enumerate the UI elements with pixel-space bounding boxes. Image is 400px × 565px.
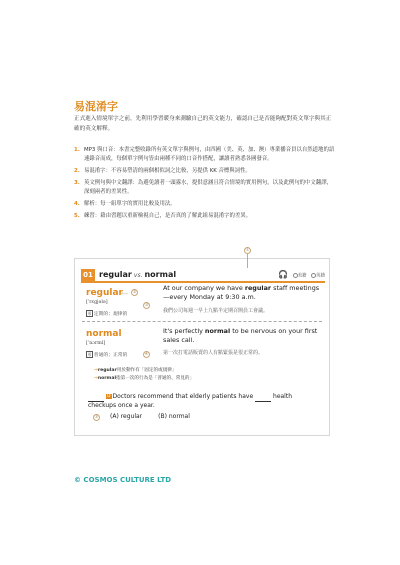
list-item: [74, 212, 336, 221]
word-a: regular: [99, 270, 132, 279]
intro-paragraph: 正式進入情境單字之前，先利用學習暖身來測驗自己的英文能力，確認自己是否能夠配對英文單字與其正確的英文解釋。: [74, 116, 332, 132]
entry-gloss: [86, 310, 127, 317]
publisher-footer: © COSMOS CULTURE LTD: [74, 476, 172, 484]
audio-label-b: 英籍: [316, 273, 325, 279]
entry-word: normal: [86, 329, 122, 339]
usage-note: ⇒regular用於動作有「固定的或規律」: [94, 368, 177, 373]
list-text: 解析：每一組單字的實用比較及用法。: [84, 200, 176, 207]
arrow-icon: ⇒: [94, 376, 98, 381]
list-text: 練習：藉由習題以重新檢視自己，是否真的了解此組易混淆字的差異。: [84, 212, 252, 219]
callout-marker-4: ④: [144, 352, 149, 357]
option-a[interactable]: (A) regular: [110, 413, 143, 420]
example-translation: 我們公司每週一早上九點半定期召開員工會議。: [163, 308, 269, 314]
usage-note: ⇒normal指第一次的行為是「普通的、常見的」: [94, 376, 195, 381]
gloss-text: 定期的；規律的: [93, 312, 128, 317]
headphones-icon: 🎧: [278, 270, 289, 279]
callout-marker-3: ③: [144, 303, 149, 308]
list-number: 2.: [74, 167, 80, 174]
vs-label: vs.: [133, 272, 143, 279]
list-text: MP3 與口音：本書完整收錄所有英文單字與例句，由四國（美、英、加、澳）專業播音員以自然道地的語速錄音而成，每個單字例句皆由兩種不同的口音作搭配，讓讀者熟悉各國發音。: [84, 147, 335, 162]
section-title: 易混淆字: [74, 100, 118, 113]
entry-phonetic: [ˈrɛgjələ]: [86, 300, 108, 305]
list-item: [74, 200, 336, 209]
callout-line: [247, 254, 248, 268]
list-text: 易混淆字：不容易塑清的兩個相似詞之比較，另提供 KK 音標與詞性。: [84, 167, 251, 174]
list-number: 1.: [74, 147, 80, 153]
feature-list: [74, 146, 336, 224]
unit-badge: 01: [81, 269, 95, 281]
callout-marker-2: ②: [132, 290, 137, 295]
gloss-text: 普通的；正常的: [93, 353, 128, 358]
list-item: [74, 167, 336, 176]
entry-word: regular: [86, 288, 123, 298]
example-sentence: It's perfectly normal to be nervous on your first sales call.: [163, 327, 318, 344]
list-item: [74, 146, 336, 163]
list-text: 英文例句與中文翻譯：為避免讀者一頭霧水，提供意涵且符合情境的實用例句，以及此例句的中文翻譯，深刻兩者的差異性。: [84, 179, 332, 195]
arrow-icon: ⇒: [94, 368, 98, 373]
example-translation: 第一次打電話販賣的人有點緊張是很正常的。: [163, 350, 264, 356]
example-sentence: At our company we have regular staff meetings—every Monday at 9:30 a.m.: [163, 284, 320, 301]
answer-key-badge: D: [107, 393, 111, 399]
word-b: normal: [144, 270, 177, 279]
entry-gloss: [86, 351, 127, 358]
list-number: 5.: [74, 212, 80, 219]
divider: [82, 321, 322, 322]
word-pair-title: [99, 269, 176, 282]
arrow-icon: ⟵: [121, 291, 129, 297]
list-number: 3.: [74, 179, 80, 186]
list-item: [74, 179, 336, 196]
audio-indicator[interactable]: [278, 270, 325, 282]
quiz-options: [110, 413, 206, 420]
audio-label-a: 美籍: [297, 273, 307, 279]
sentence-blank: [255, 401, 271, 402]
pos-tag: 形: [87, 352, 92, 357]
pos-tag: 形: [87, 311, 92, 316]
entry-phonetic: [ˈnɔrml]: [86, 341, 106, 346]
option-b[interactable]: (B) normal: [158, 413, 190, 420]
list-number: 4.: [74, 200, 80, 207]
callout-marker-5: ⑤: [94, 415, 99, 420]
callout-marker-1: ①: [245, 248, 250, 253]
card-header: [81, 269, 325, 283]
quiz-question: D Doctors recommend that elderly patients have health checkups once a year.: [88, 393, 293, 409]
